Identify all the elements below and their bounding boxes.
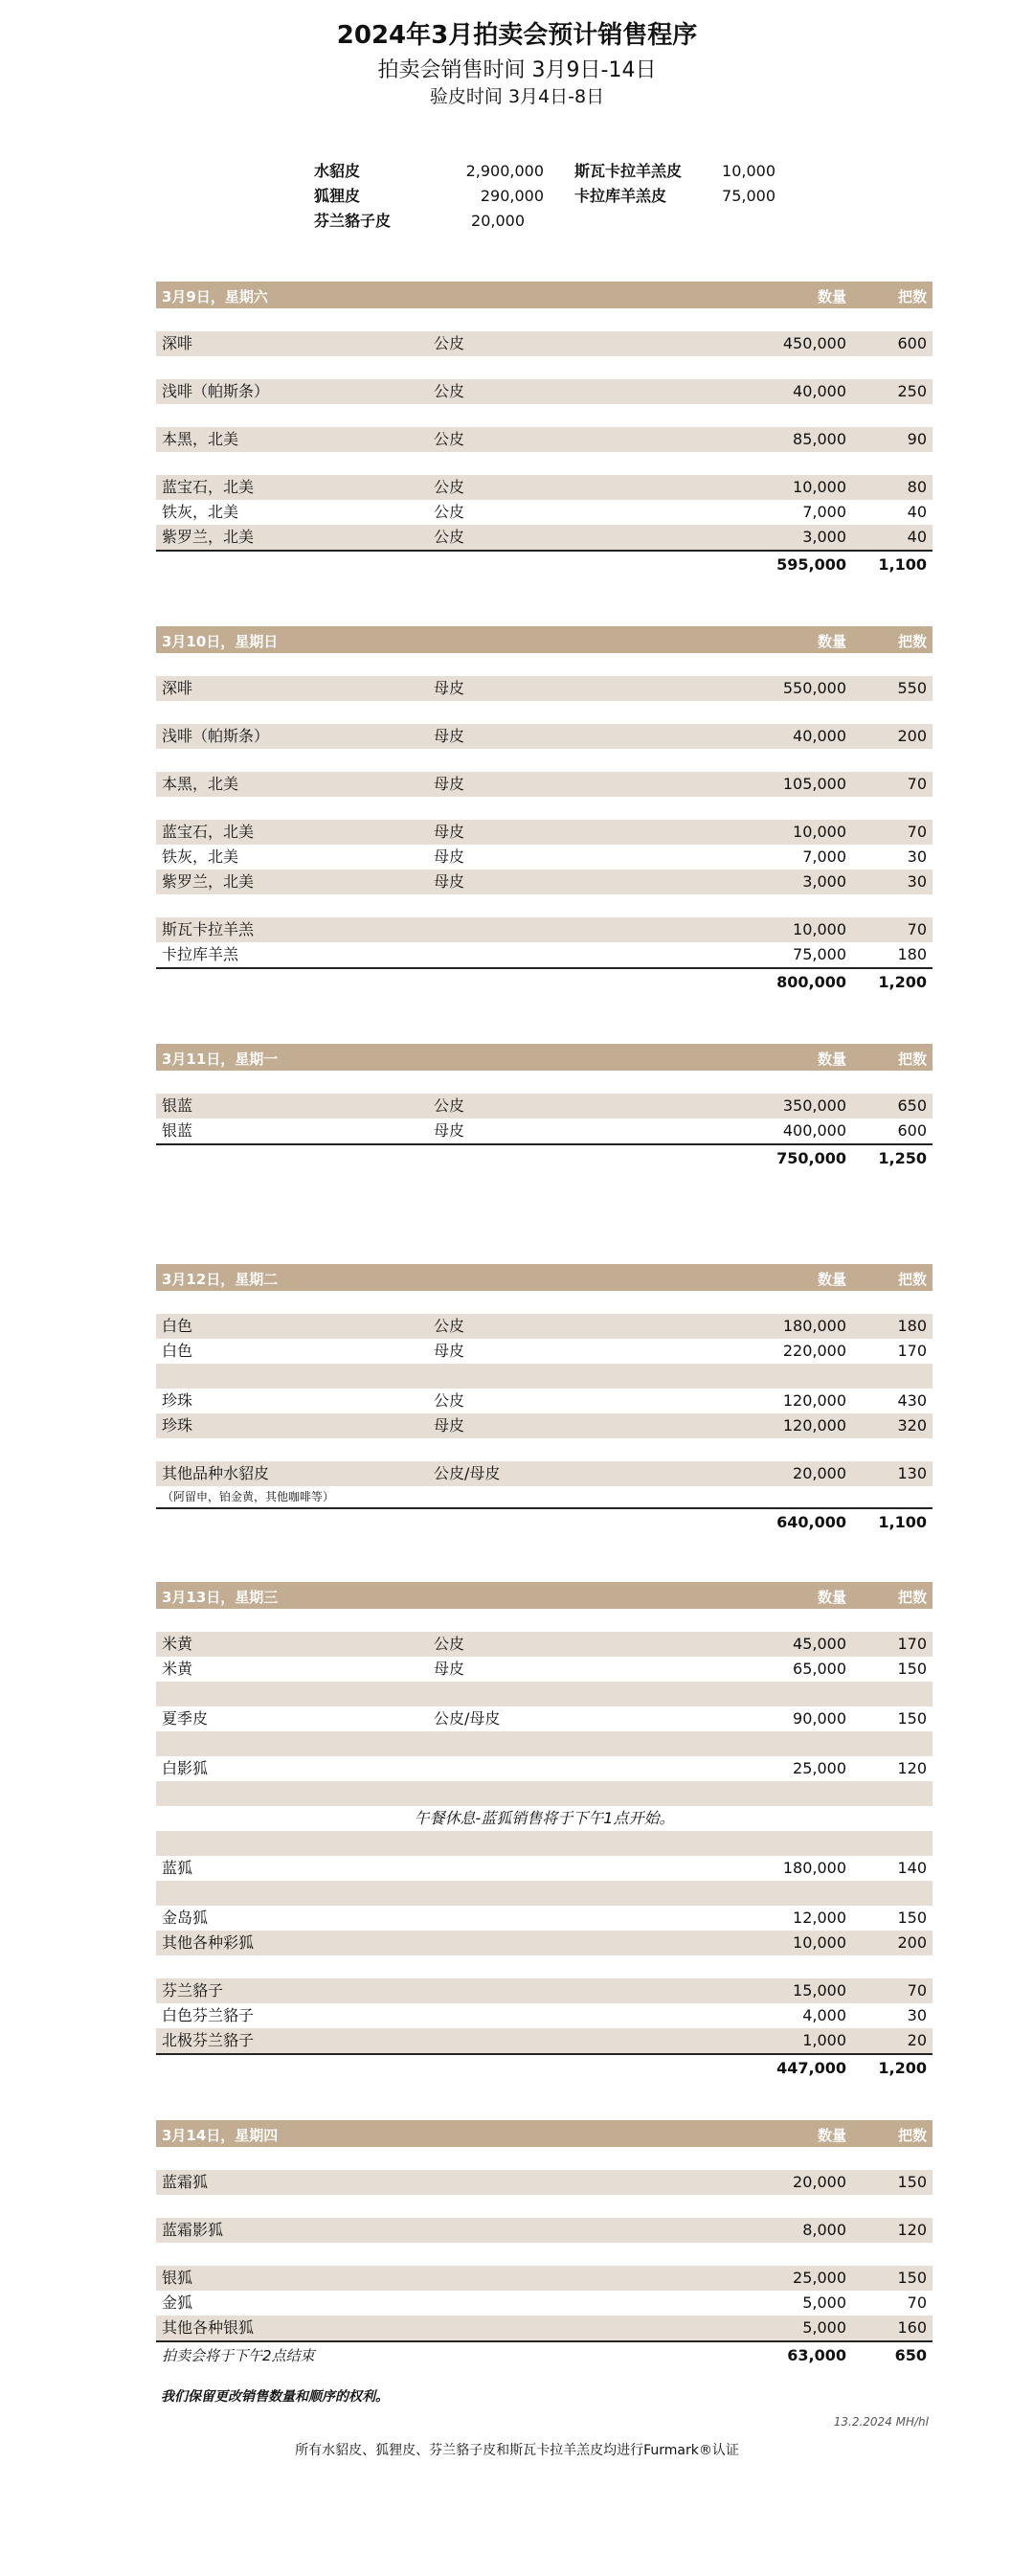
item-name: 芬兰貉子	[162, 1981, 224, 2000]
item-sex: 公皮/母皮	[434, 1464, 501, 1482]
item-lots: 140	[897, 1859, 927, 1877]
item-qty: 15,000	[793, 1981, 846, 2000]
table-row	[156, 1632, 933, 1657]
table-row	[156, 2003, 933, 2028]
item-name: 北极芬兰貉子	[162, 2031, 255, 2049]
total-lots: 1,200	[878, 973, 927, 991]
item-name: 夏季皮	[162, 1709, 209, 1728]
qty-header: 数量	[817, 2127, 846, 2144]
section-date: 3月12日，星期二	[162, 1271, 279, 1288]
item-qty: 25,000	[793, 2269, 846, 2287]
table-row	[156, 1906, 933, 1931]
section-total	[156, 1507, 933, 1536]
item-lots: 150	[897, 2173, 927, 2191]
summary-name: 水貂皮	[314, 162, 361, 180]
item-qty: 220,000	[782, 1342, 846, 1360]
item-qty: 90,000	[793, 1709, 846, 1728]
item-qty: 12,000	[793, 1909, 846, 1927]
item-lots: 250	[897, 382, 927, 400]
item-sex: 公皮	[434, 1391, 465, 1410]
item-sex: 公皮	[434, 1317, 465, 1335]
auction-end-note: 拍卖会将于下午2点结束	[162, 2347, 315, 2364]
rights-note: 我们保留更改销售数量和顺序的权利。	[161, 2389, 389, 2405]
total-lots: 1,100	[878, 555, 927, 574]
item-qty: 3,000	[802, 872, 846, 891]
qty-header: 数量	[817, 633, 846, 650]
item-qty: 5,000	[802, 2318, 846, 2337]
table-row	[156, 1119, 933, 1143]
item-qty: 5,000	[802, 2294, 846, 2312]
table-row	[156, 917, 933, 942]
item-lots: 170	[897, 1342, 927, 1360]
table-row	[156, 1657, 933, 1682]
item-lots: 70	[907, 823, 927, 841]
item-name: 蓝狐	[162, 1859, 193, 1877]
item-lots: 120	[897, 1759, 927, 1777]
item-qty: 550,000	[782, 679, 846, 697]
item-lots: 70	[907, 2294, 927, 2312]
section-date: 3月13日，星期三	[162, 1589, 279, 1606]
item-lots: 130	[897, 1464, 927, 1482]
lots-header: 把数	[897, 1051, 927, 1068]
item-sex: 母皮	[434, 1342, 465, 1360]
item-sex: 母皮	[434, 872, 465, 891]
item-qty: 65,000	[793, 1660, 846, 1678]
item-qty: 4,000	[802, 2006, 846, 2024]
item-lots: 150	[897, 2269, 927, 2287]
item-lots: 150	[897, 1909, 927, 1927]
table-row	[156, 772, 933, 797]
item-lots: 90	[907, 430, 927, 448]
item-lots: 160	[897, 2318, 927, 2337]
summary-item	[314, 209, 525, 234]
item-qty: 7,000	[802, 503, 846, 521]
section-header	[156, 1264, 933, 1291]
item-qty: 105,000	[782, 775, 846, 793]
table-row	[156, 1931, 933, 1955]
item-lots: 200	[897, 1933, 927, 1952]
section-date: 3月11日，星期一	[162, 1051, 279, 1068]
item-sex: 母皮	[434, 775, 465, 793]
item-lots: 170	[897, 1635, 927, 1653]
table-row	[156, 1094, 933, 1119]
total-qty: 800,000	[776, 973, 846, 991]
table-row	[156, 379, 933, 404]
total-lots: 650	[894, 2346, 927, 2364]
item-sex: 公皮	[434, 503, 465, 521]
total-qty: 63,000	[787, 2346, 846, 2364]
summary-value: 10,000	[722, 162, 776, 180]
item-lots: 40	[907, 528, 927, 546]
item-sex: 母皮	[434, 823, 465, 841]
table-row	[156, 2291, 933, 2316]
table-row	[156, 870, 933, 894]
item-lots: 30	[907, 2006, 927, 2024]
summary-name: 芬兰貉子皮	[314, 212, 392, 230]
qty-header: 数量	[817, 1271, 846, 1288]
item-qty: 1,000	[802, 2031, 846, 2049]
total-lots: 1,200	[878, 2059, 927, 2077]
item-qty: 120,000	[782, 1391, 846, 1410]
lots-header: 把数	[897, 1271, 927, 1288]
item-qty: 45,000	[793, 1635, 846, 1653]
item-lots: 200	[897, 727, 927, 745]
item-qty: 180,000	[782, 1317, 846, 1335]
summary-value: 290,000	[480, 187, 544, 205]
item-qty: 7,000	[802, 847, 846, 866]
item-lots: 150	[897, 1660, 927, 1678]
qty-header: 数量	[817, 1051, 846, 1068]
inspection-time: 验皮时间 3月4日-8日	[429, 86, 605, 107]
qty-header: 数量	[817, 288, 846, 305]
item-name: 铁灰，北美	[162, 503, 239, 521]
item-name: 深啡	[162, 334, 193, 352]
total-qty: 640,000	[776, 1513, 846, 1531]
item-sex: 公皮	[434, 1635, 465, 1653]
item-lots: 70	[907, 775, 927, 793]
item-qty: 3,000	[802, 528, 846, 546]
item-lots: 80	[907, 478, 927, 496]
item-name: 白色	[162, 1342, 193, 1360]
item-name: 浅啡（帕斯条）	[162, 727, 270, 745]
table-row	[156, 331, 933, 356]
item-sex: 公皮/母皮	[434, 1709, 501, 1728]
table-row	[156, 2028, 933, 2053]
item-name: 白色芬兰貉子	[162, 2006, 255, 2024]
item-name: 白影狐	[162, 1759, 209, 1777]
table-row	[156, 1413, 933, 1438]
item-name: 蓝霜狐	[162, 2173, 209, 2191]
item-sex: 母皮	[434, 1416, 465, 1435]
item-name: 金岛狐	[162, 1909, 209, 1927]
table-row	[156, 427, 933, 452]
table-row-empty	[156, 1731, 933, 1756]
section-date: 3月10日，星期日	[162, 633, 279, 650]
item-name: 其他各种银狐	[162, 2318, 255, 2337]
section-total	[156, 2340, 933, 2369]
item-qty: 8,000	[802, 2221, 846, 2239]
section-total	[156, 2053, 933, 2082]
table-row	[156, 475, 933, 500]
table-row	[156, 525, 933, 550]
item-sex: 母皮	[434, 727, 465, 745]
lots-header: 把数	[897, 1589, 927, 1606]
item-lots: 180	[897, 945, 927, 963]
table-row	[156, 1461, 933, 1486]
table-row	[156, 676, 933, 701]
total-qty: 750,000	[776, 1149, 846, 1167]
item-qty: 85,000	[793, 430, 846, 448]
table-row-note	[156, 1486, 933, 1507]
item-name: 紫罗兰，北美	[162, 528, 255, 546]
item-qty: 10,000	[793, 1933, 846, 1952]
summary-name: 狐狸皮	[314, 187, 361, 205]
section-header	[156, 282, 933, 308]
item-qty: 180,000	[782, 1859, 846, 1877]
summary-value: 75,000	[722, 187, 776, 205]
section-header	[156, 626, 933, 653]
item-qty: 25,000	[793, 1759, 846, 1777]
item-name: 其他品种水貂皮	[162, 1464, 270, 1482]
item-lots: 430	[897, 1391, 927, 1410]
item-sex: 公皮	[434, 478, 465, 496]
item-sex: 母皮	[434, 1121, 465, 1140]
section-header	[156, 2120, 933, 2147]
item-sex: 公皮	[434, 430, 465, 448]
item-name: 铁灰，北美	[162, 847, 239, 866]
item-sex: 公皮	[434, 1096, 465, 1115]
table-row	[156, 1978, 933, 2003]
item-qty: 350,000	[782, 1096, 846, 1115]
table-row	[156, 724, 933, 749]
item-name: 蓝宝石，北美	[162, 478, 255, 496]
table-row	[156, 1314, 933, 1339]
item-qty: 10,000	[793, 920, 846, 938]
summary-item	[314, 159, 544, 184]
item-qty: 20,000	[793, 2173, 846, 2191]
item-name: 珍珠	[162, 1416, 193, 1435]
item-name: 蓝霜影狐	[162, 2221, 224, 2239]
item-sex: 母皮	[434, 847, 465, 866]
item-qty: 120,000	[782, 1416, 846, 1435]
lots-header: 把数	[897, 633, 927, 650]
item-note: （阿留申，铂金黄，其他咖啡等）	[162, 1490, 335, 1503]
item-sex: 母皮	[434, 679, 465, 697]
table-row	[156, 2218, 933, 2243]
section-total	[156, 1143, 933, 1172]
summary-item	[314, 184, 544, 209]
lunch-note-text: 午餐休息-蓝狐销售将于下午1点开始。	[414, 1809, 675, 1827]
table-row	[156, 2316, 933, 2340]
item-lots: 600	[897, 1121, 927, 1140]
item-qty: 40,000	[793, 727, 846, 745]
item-qty: 40,000	[793, 382, 846, 400]
table-row-empty	[156, 1682, 933, 1706]
item-name: 银蓝	[162, 1121, 193, 1140]
qty-header: 数量	[817, 1589, 846, 1606]
table-row	[156, 1389, 933, 1413]
lots-header: 把数	[897, 288, 927, 305]
day-section	[156, 2120, 933, 2369]
item-name: 斯瓦卡拉羊羔	[162, 920, 255, 938]
item-name: 米黄	[162, 1660, 193, 1678]
table-row-empty	[156, 1364, 933, 1389]
item-sex: 公皮	[434, 334, 465, 352]
total-lots: 1,100	[878, 1513, 927, 1531]
item-lots: 600	[897, 334, 927, 352]
day-section	[156, 282, 933, 578]
table-row	[156, 2266, 933, 2291]
day-section	[156, 1582, 933, 2082]
section-total	[156, 967, 933, 996]
table-row	[156, 942, 933, 967]
item-name: 金狐	[162, 2294, 193, 2312]
section-total	[156, 550, 933, 578]
item-lots: 20	[907, 2031, 927, 2049]
summary-item	[574, 159, 776, 184]
table-row	[156, 845, 933, 870]
item-name: 浅啡（帕斯条）	[162, 382, 270, 400]
item-lots: 40	[907, 503, 927, 521]
table-row-empty	[156, 1831, 933, 1856]
item-sex: 母皮	[434, 1660, 465, 1678]
item-sex: 公皮	[434, 382, 465, 400]
summary-name: 卡拉库羊羔皮	[574, 187, 667, 205]
item-qty: 450,000	[782, 334, 846, 352]
summary-block	[314, 159, 812, 236]
item-lots: 550	[897, 679, 927, 697]
item-lots: 120	[897, 2221, 927, 2239]
document-date-ref: 13.2.2024 MH/hl	[833, 2415, 929, 2429]
item-qty: 400,000	[782, 1121, 846, 1140]
item-lots: 70	[907, 920, 927, 938]
table-row	[156, 820, 933, 845]
item-name: 其他各种彩狐	[162, 1933, 255, 1952]
item-lots: 320	[897, 1416, 927, 1435]
item-name: 本黑，北美	[162, 430, 239, 448]
total-lots: 1,250	[878, 1149, 927, 1167]
item-name: 珍珠	[162, 1391, 193, 1410]
day-section	[156, 1264, 933, 1536]
item-qty: 20,000	[793, 1464, 846, 1482]
summary-value: 2,900,000	[465, 162, 544, 180]
section-header	[156, 1582, 933, 1609]
item-name: 深啡	[162, 679, 193, 697]
table-row	[156, 1706, 933, 1731]
item-name: 银蓝	[162, 1096, 193, 1115]
total-qty: 447,000	[776, 2059, 846, 2077]
item-lots: 70	[907, 1981, 927, 2000]
item-lots: 180	[897, 1317, 927, 1335]
item-name: 米黄	[162, 1635, 193, 1653]
table-row	[156, 500, 933, 525]
table-row-empty	[156, 1781, 933, 1806]
table-row	[156, 1339, 933, 1364]
section-date: 3月9日，星期六	[162, 288, 268, 305]
page-title: 2024年3月拍卖会预计销售程序	[336, 21, 698, 50]
lunch-break-note	[156, 1806, 933, 1831]
item-name: 白色	[162, 1317, 193, 1335]
item-sex: 公皮	[434, 528, 465, 546]
sale-time: 拍卖会销售时间 3月9日-14日	[377, 58, 657, 82]
item-lots: 30	[907, 847, 927, 866]
day-section	[156, 1044, 933, 1172]
total-qty: 595,000	[776, 555, 846, 574]
item-lots: 650	[897, 1096, 927, 1115]
item-qty: 10,000	[793, 823, 846, 841]
item-name: 本黑，北美	[162, 775, 239, 793]
item-name: 卡拉库羊羔	[162, 945, 239, 963]
table-row	[156, 1756, 933, 1781]
summary-name: 斯瓦卡拉羊羔皮	[574, 162, 683, 180]
certification-note: 所有水貂皮、狐狸皮、芬兰貉子皮和斯瓦卡拉羊羔皮均进行Furmark®认证	[295, 2443, 739, 2458]
day-section	[156, 626, 933, 996]
section-date: 3月14日，星期四	[162, 2127, 279, 2144]
section-header	[156, 1044, 933, 1071]
table-row	[156, 1856, 933, 1881]
table-row-empty	[156, 1881, 933, 1906]
item-lots: 150	[897, 1709, 927, 1728]
summary-value: 20,000	[471, 212, 525, 230]
item-name: 紫罗兰，北美	[162, 872, 255, 891]
item-name: 蓝宝石，北美	[162, 823, 255, 841]
table-row	[156, 2170, 933, 2195]
item-qty: 75,000	[793, 945, 846, 963]
summary-item	[574, 184, 776, 209]
item-name: 银狐	[162, 2269, 193, 2287]
item-lots: 30	[907, 872, 927, 891]
lots-header: 把数	[897, 2127, 927, 2144]
item-qty: 10,000	[793, 478, 846, 496]
